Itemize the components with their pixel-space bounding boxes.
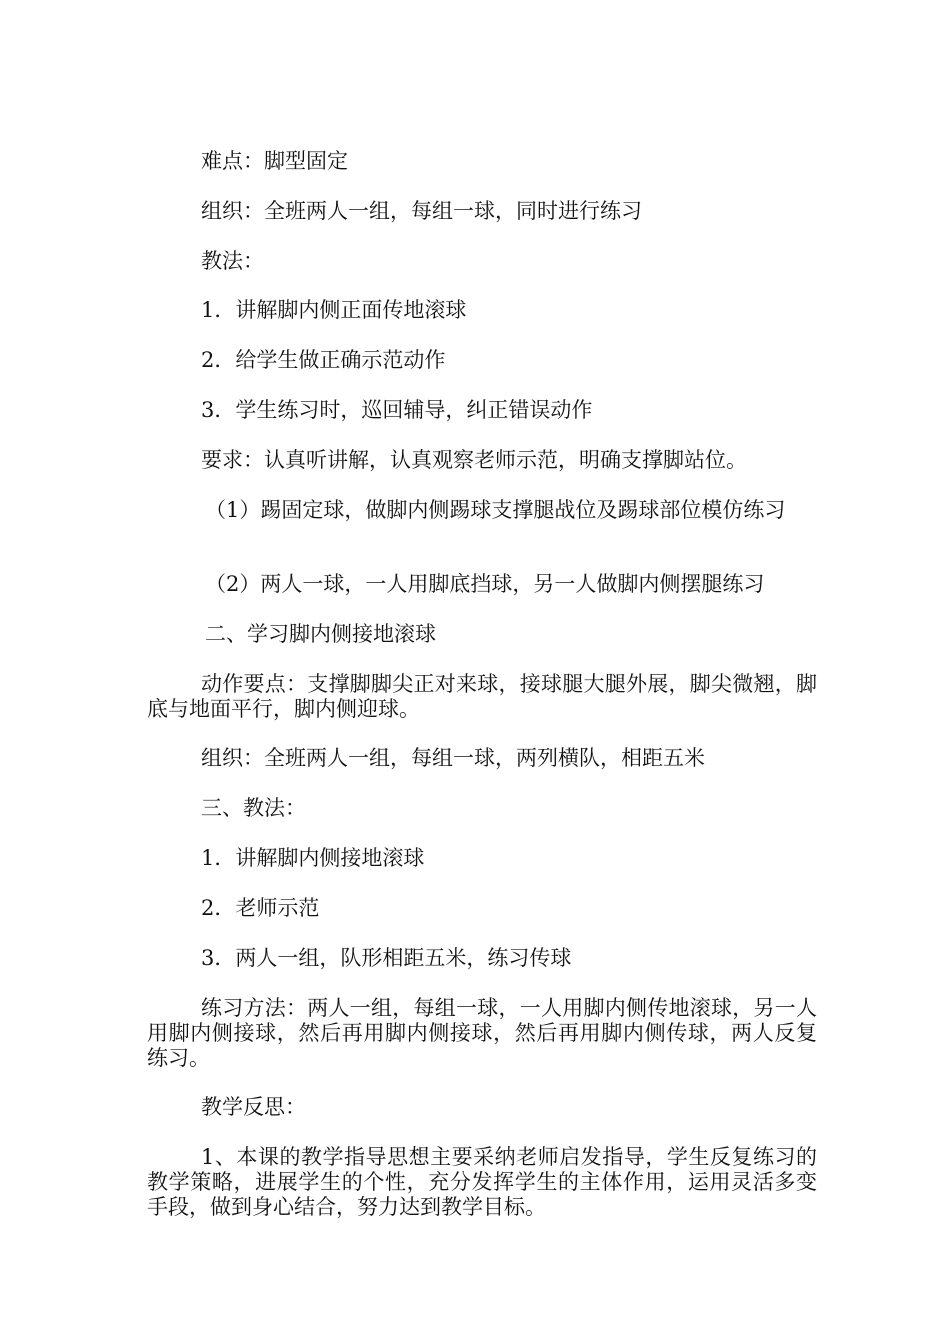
paragraph-step-3: 3．学生练习时，巡回辅导，纠正错误动作	[201, 398, 593, 422]
paragraph-difficulty: 难点：脚型固定	[201, 149, 348, 173]
paragraph-step-2b: 2．老师示范	[201, 896, 320, 920]
paragraph-step-1b: 1．讲解脚内侧接地滚球	[201, 846, 425, 870]
paragraph-reflection-heading: 教学反思：	[201, 1095, 306, 1119]
paragraph-key-points: 动作要点：支撑脚脚尖正对来球，接球腿大腿外展，脚尖微翘，脚底与地面平行，脚内侧迎球。	[147, 672, 817, 721]
paragraph-step-3b: 3．两人一组，队形相距五米，练习传球	[201, 946, 572, 970]
paragraph-practice-method: 练习方法：两人一组，每组一球，一人用脚内侧传地滚球，另一人用脚内侧接球，然后再用脚内侧接球，然后再用脚内侧传球，两人反复练习。	[147, 996, 817, 1070]
paragraph-reflection-1: 1、本课的教学指导思想主要采纳老师启发指导，学生反复练习的教学策略，进展学生的个性，充分发挥学生的主体作用，运用灵活多变手段，做到身心结合，努力达到教学目标。	[147, 1145, 817, 1219]
section-heading-3: 三、教法：	[201, 796, 306, 820]
section-heading-2: 二、学习脚内侧接地滚球	[205, 622, 436, 646]
paragraph-drill-2: （2）两人一球，一人用脚底挡球，另一人做脚内侧摆腿练习	[205, 572, 765, 596]
paragraph-organization: 组织：全班两人一组，每组一球，同时进行练习	[201, 199, 642, 223]
paragraph-teaching-method: 教法：	[201, 249, 264, 273]
paragraph-requirement: 要求：认真听讲解，认真观察老师示范，明确支撑脚站位。	[201, 448, 747, 472]
paragraph-drill-1: （1）踢固定球，做脚内侧踢球支撑腿战位及踢球部位模仿练习	[205, 498, 786, 522]
paragraph-step-1: 1．讲解脚内侧正面传地滚球	[201, 298, 467, 322]
paragraph-organization-2: 组织：全班两人一组，每组一球，两列横队，相距五米	[201, 746, 705, 770]
paragraph-step-2: 2．给学生做正确示范动作	[201, 348, 446, 372]
